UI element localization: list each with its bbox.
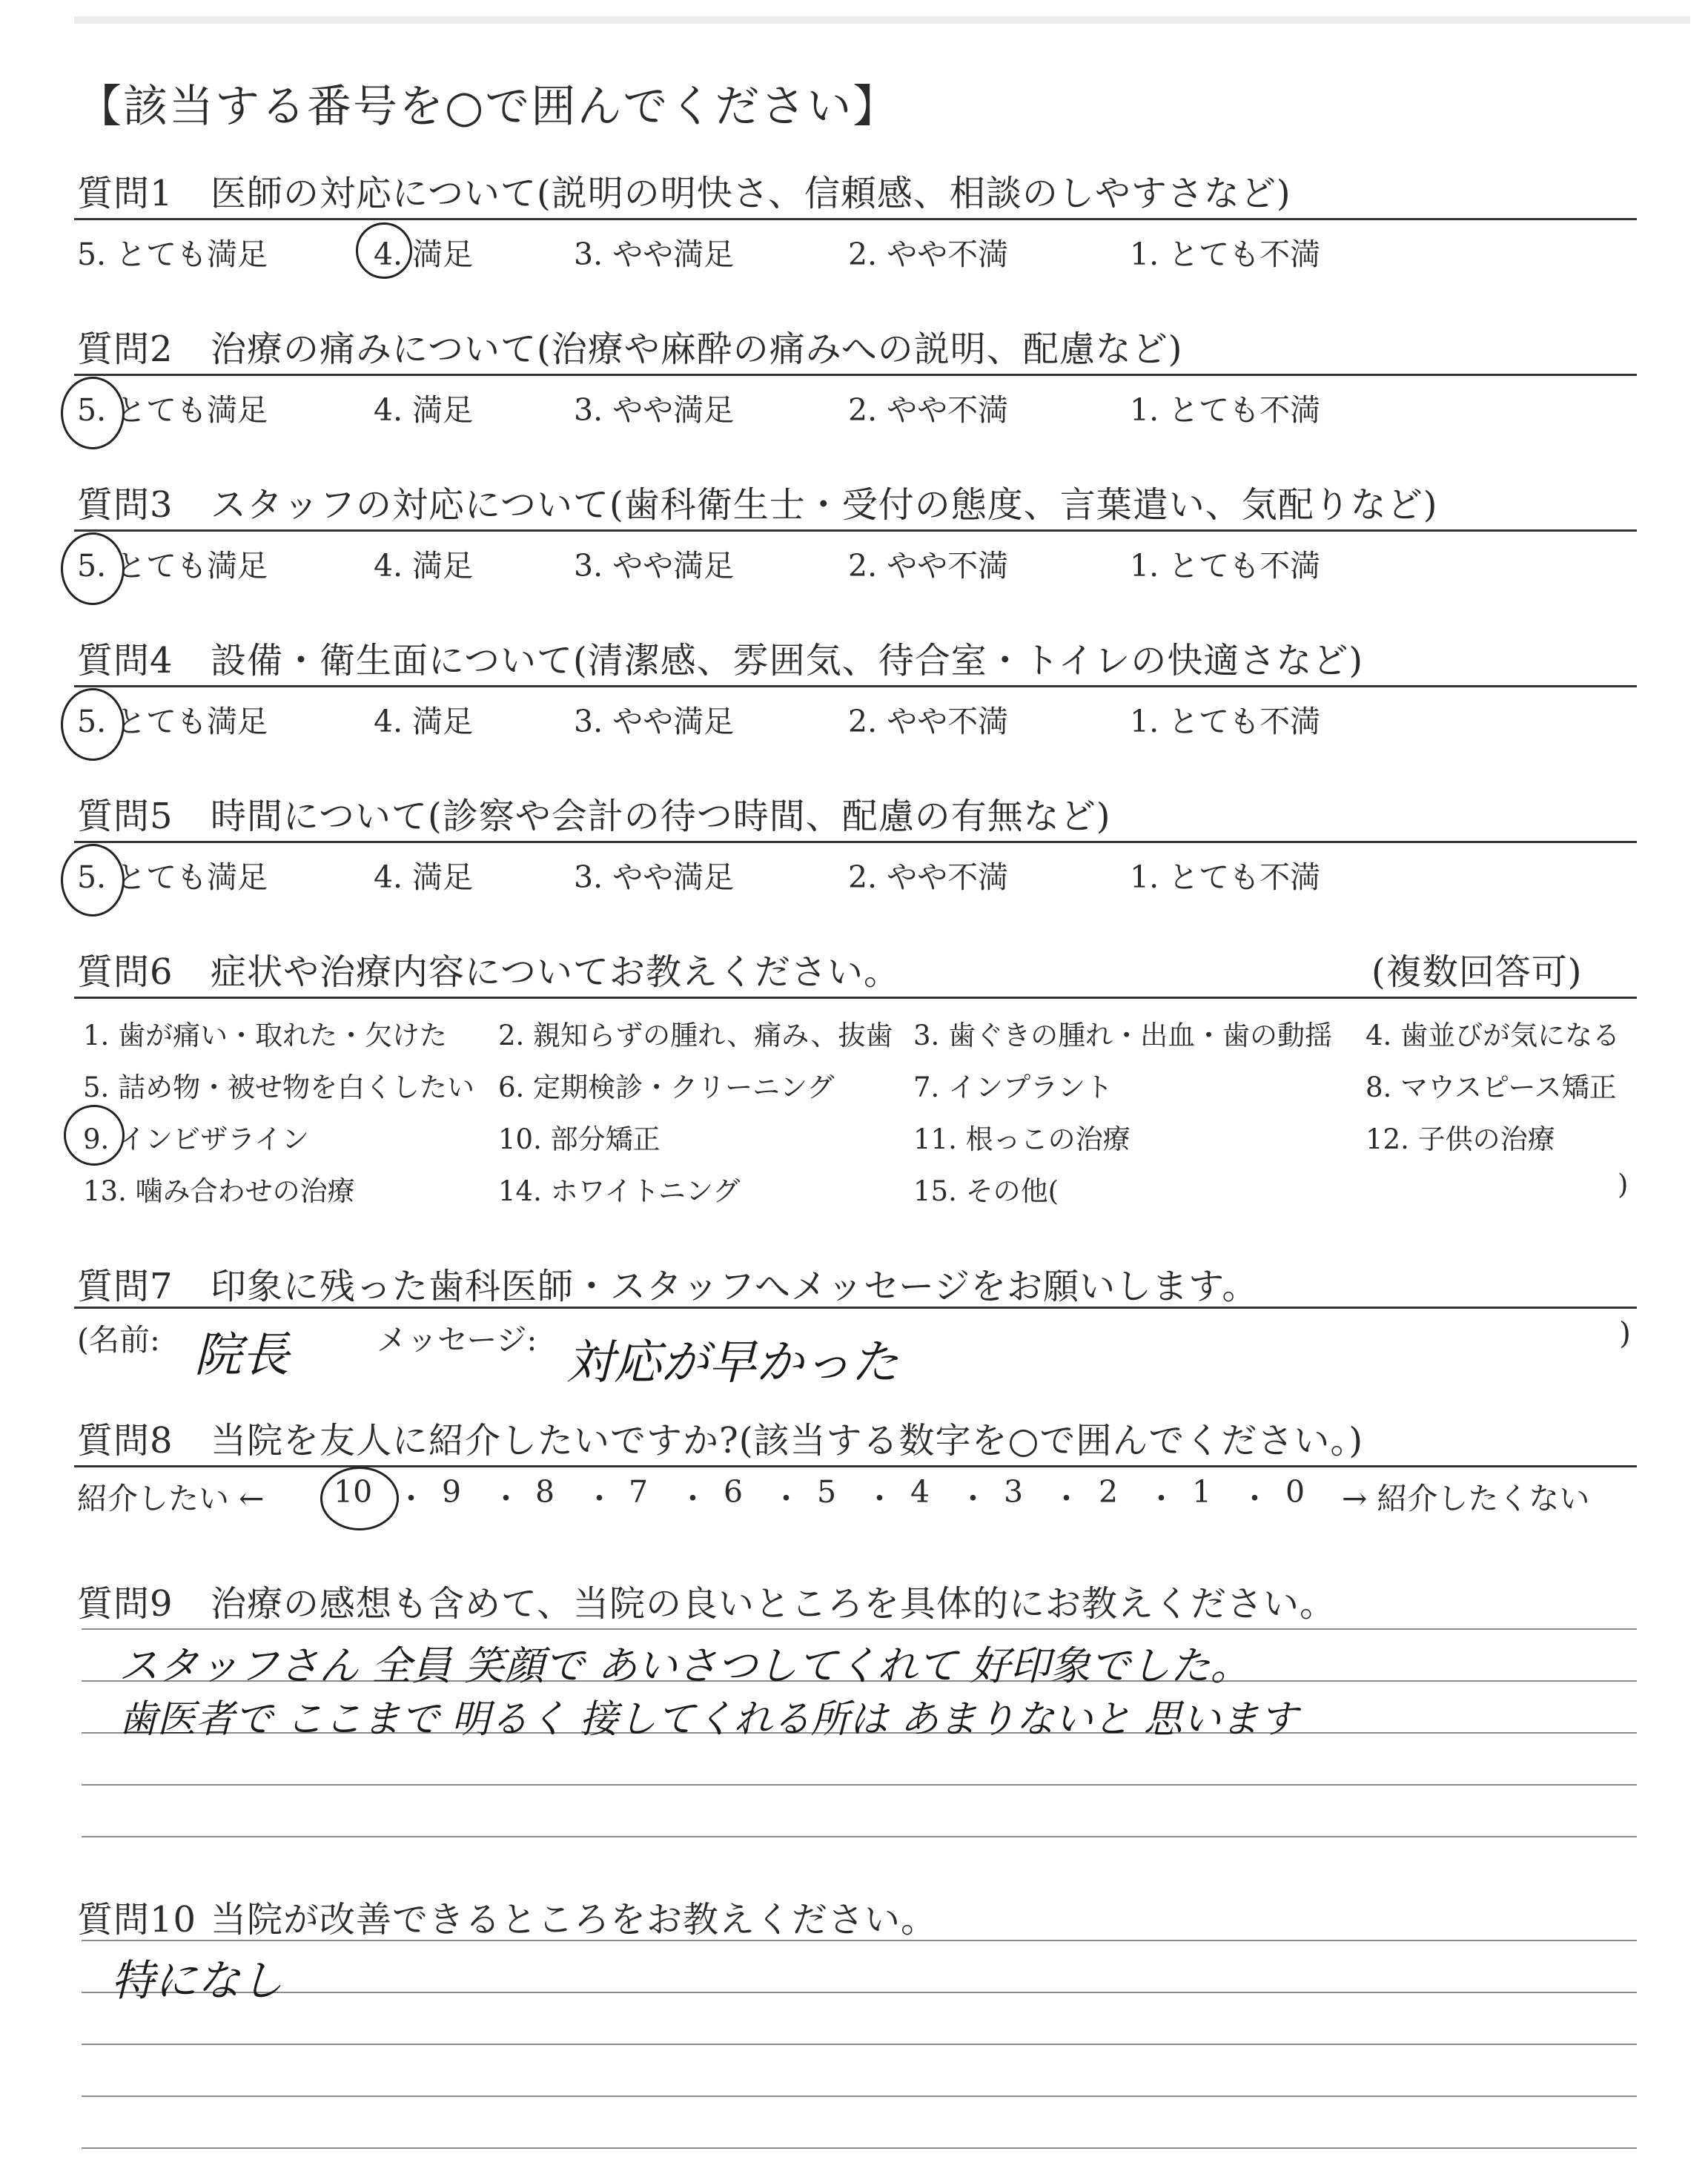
q6-option-3[interactable]: 3. 歯ぐきの腫れ・出血・歯の動揺 (913, 1020, 1333, 1051)
scale-separator: ・ (1239, 1481, 1270, 1516)
q6-option-15[interactable]: 15. その他( (913, 1175, 1059, 1207)
question-7-rule (74, 1307, 1637, 1309)
q9-handwritten-line-2[interactable]: 歯医者で ここまで 明るく 接してくれる所は あまりないと 思います (119, 1697, 1298, 1742)
question-5-text: 時間について(診察や会計の待つ時間、配慮の有無など) (211, 796, 1111, 837)
q7-handwritten-name[interactable]: 院長 (194, 1328, 289, 1383)
question-3-rule (74, 529, 1637, 532)
scale-value-5[interactable]: 5 (817, 1474, 837, 1510)
scale-left-label: 紹介したい ← (77, 1481, 265, 1516)
q2-option-5[interactable]: 5. とても満足 (77, 392, 268, 428)
q6-option-11[interactable]: 11. 根っこの治療 (913, 1123, 1131, 1155)
scale-separator: ・ (1146, 1481, 1176, 1516)
scan-top-edge (74, 16, 1690, 24)
scale-right-label: → 紹介したくない (1342, 1481, 1590, 1516)
q6-option-10[interactable]: 10. 部分矯正 (498, 1123, 661, 1155)
question-2-rule (74, 374, 1637, 376)
scale-separator: ・ (1051, 1481, 1082, 1516)
q3-option-4[interactable]: 4. 満足 (374, 548, 474, 584)
q1-option-3[interactable]: 3. やや満足 (574, 237, 735, 272)
scale-separator: ・ (491, 1481, 521, 1516)
q10-handwritten-answer[interactable]: 特になし (111, 1955, 284, 2006)
q3-option-1[interactable]: 1. とても不満 (1130, 548, 1321, 584)
q7-name-label: (名前: (77, 1322, 160, 1358)
scale-value-8[interactable]: 8 (535, 1474, 555, 1510)
scale-separator: ・ (678, 1481, 708, 1516)
question-10-label: 質問10 (77, 1899, 197, 1941)
q6-option-13[interactable]: 13. 噛み合わせの治療 (83, 1175, 355, 1207)
q10-writing-line (82, 1940, 1637, 1941)
recommend-scale (0, 1474, 1708, 1519)
q9-handwritten-line-1[interactable]: スタッフさん 全員 笑顔で あいさつしてくれて 好印象でした。 (119, 1642, 1251, 1689)
q2-option-2[interactable]: 2. やや不満 (848, 392, 1009, 428)
question-10-text: 当院が改善できるところをお教えください。 (211, 1899, 938, 1941)
q4-option-5[interactable]: 5. とても満足 (77, 704, 268, 739)
scale-separator: ・ (584, 1481, 615, 1516)
question-2-label: 質問2 (77, 328, 173, 370)
q6-option-15-close: ) (1618, 1169, 1629, 1200)
q4-option-2[interactable]: 2. やや不満 (848, 704, 1009, 739)
question-8-text: 当院を友人に紹介したいですか?(該当する数字を○で囲んでください。) (211, 1420, 1364, 1462)
q5-option-3[interactable]: 3. やや満足 (574, 859, 735, 895)
q8-selection-circle (320, 1467, 399, 1530)
question-5-rule (74, 841, 1637, 843)
question-8-label: 質問8 (77, 1420, 173, 1462)
question-3-label: 質問3 (77, 484, 173, 526)
scale-value-6[interactable]: 6 (724, 1474, 744, 1510)
q6-option-7[interactable]: 7. インプラント (913, 1071, 1113, 1103)
q6-option-4[interactable]: 4. 歯並びが気になる (1366, 1020, 1621, 1051)
q6-option-12[interactable]: 12. 子供の治療 (1366, 1123, 1555, 1155)
question-4-rule (74, 685, 1637, 687)
q3-selection-circle (61, 532, 125, 605)
question-4-text: 設備・衛生面について(清潔感、雰囲気、待合室・トイレの快適さなど) (211, 640, 1364, 681)
q6-option-6[interactable]: 6. 定期検診・クリーニング (498, 1071, 835, 1103)
q6-option-14[interactable]: 14. ホワイトニング (498, 1175, 741, 1207)
q10-writing-line (82, 2095, 1637, 2097)
question-1-label: 質問1 (77, 173, 173, 214)
q7-close-paren: ) (1619, 1315, 1631, 1351)
scale-value-7[interactable]: 7 (629, 1474, 649, 1510)
q10-writing-line (82, 2044, 1637, 2045)
question-5-label: 質問5 (77, 796, 173, 837)
q7-message-label: メッセージ: (377, 1322, 537, 1358)
q6-option-8[interactable]: 8. マウスピース矯正 (1366, 1071, 1617, 1103)
q4-option-4[interactable]: 4. 満足 (374, 704, 474, 739)
q1-option-5[interactable]: 5. とても満足 (77, 237, 268, 272)
question-4-label: 質問4 (77, 640, 173, 681)
q10-writing-line (82, 1992, 1637, 1993)
q2-option-4[interactable]: 4. 満足 (374, 392, 474, 428)
question-9-text: 治療の感想も含めて、当院の良いところを具体的にお教えください。 (211, 1583, 1337, 1625)
scale-value-3[interactable]: 3 (1004, 1474, 1024, 1510)
question-7-text: 印象に残った歯科医師・スタッフへメッセージをお願いします。 (211, 1266, 1259, 1307)
question-6-rule (74, 997, 1637, 999)
q5-selection-circle (61, 844, 125, 916)
question-1-text: 医師の対応について(説明の明快さ、信頼感、相談のしやすさなど) (211, 173, 1291, 214)
scale-separator: ・ (771, 1481, 801, 1516)
scale-value-4[interactable]: 4 (910, 1474, 930, 1510)
q5-option-5[interactable]: 5. とても満足 (77, 859, 268, 895)
scale-value-10[interactable]: 10 (334, 1474, 373, 1510)
q9-writing-line (82, 1628, 1637, 1630)
question-6-text: 症状や治療内容についてお教えください。 (211, 951, 901, 993)
q3-option-3[interactable]: 3. やや満足 (574, 548, 735, 584)
q5-option-1[interactable]: 1. とても不満 (1130, 859, 1321, 895)
q2-option-3[interactable]: 3. やや満足 (574, 392, 735, 428)
question-3-text: スタッフの対応について(歯科衛生士・受付の態度、言葉遣い、気配りなど) (211, 484, 1438, 526)
q9-writing-line (82, 1836, 1637, 1837)
q2-option-1[interactable]: 1. とても不満 (1130, 392, 1321, 428)
q4-selection-circle (61, 688, 125, 761)
q7-handwritten-message[interactable]: 対応が早かった (566, 1335, 898, 1390)
question-2-text: 治療の痛みについて(治療や麻酔の痛みへの説明、配慮など) (211, 328, 1183, 370)
q3-option-5[interactable]: 5. とても満足 (77, 548, 268, 584)
scale-value-0[interactable]: 0 (1285, 1474, 1305, 1510)
question-6-note: (複数回答可) (1371, 951, 1583, 993)
scale-value-1[interactable]: 1 (1192, 1474, 1212, 1510)
q5-option-2[interactable]: 2. やや不満 (848, 859, 1009, 895)
scale-value-9[interactable]: 9 (442, 1474, 462, 1510)
question-6-label: 質問6 (77, 951, 173, 993)
q6-option-1[interactable]: 1. 歯が痛い・取れた・欠けた (83, 1020, 448, 1051)
q6-option-5[interactable]: 5. 詰め物・被せ物を白くしたい (83, 1071, 475, 1103)
q1-selection-circle (356, 222, 412, 279)
question-8-rule (74, 1465, 1637, 1467)
q1-option-4[interactable]: 4. 満足 (374, 237, 474, 272)
q3-option-2[interactable]: 2. やや不満 (848, 548, 1009, 584)
scale-separator: ・ (958, 1481, 988, 1516)
q6-option-9[interactable]: 9. インビザライン (83, 1123, 309, 1155)
q6-selection-circle (64, 1105, 125, 1166)
scale-separator: ・ (396, 1481, 426, 1516)
q10-writing-line (82, 2147, 1637, 2149)
q4-option-1[interactable]: 1. とても不満 (1130, 704, 1321, 739)
question-7-label: 質問7 (77, 1266, 173, 1307)
q9-writing-line (82, 1784, 1637, 1786)
q1-option-2[interactable]: 2. やや不満 (848, 237, 1009, 272)
scale-separator: ・ (864, 1481, 895, 1516)
q1-option-1[interactable]: 1. とても不満 (1130, 237, 1321, 272)
question-1-rule (74, 218, 1637, 220)
instruction-heading: 【該当する番号を○で囲んでください】 (77, 81, 899, 133)
q6-option-2[interactable]: 2. 親知らずの腫れ、痛み、抜歯 (498, 1020, 893, 1051)
q2-selection-circle (61, 377, 125, 449)
scale-value-2[interactable]: 2 (1099, 1474, 1119, 1510)
q5-option-4[interactable]: 4. 満足 (374, 859, 474, 895)
question-9-label: 質問9 (77, 1583, 173, 1625)
q4-option-3[interactable]: 3. やや満足 (574, 704, 735, 739)
